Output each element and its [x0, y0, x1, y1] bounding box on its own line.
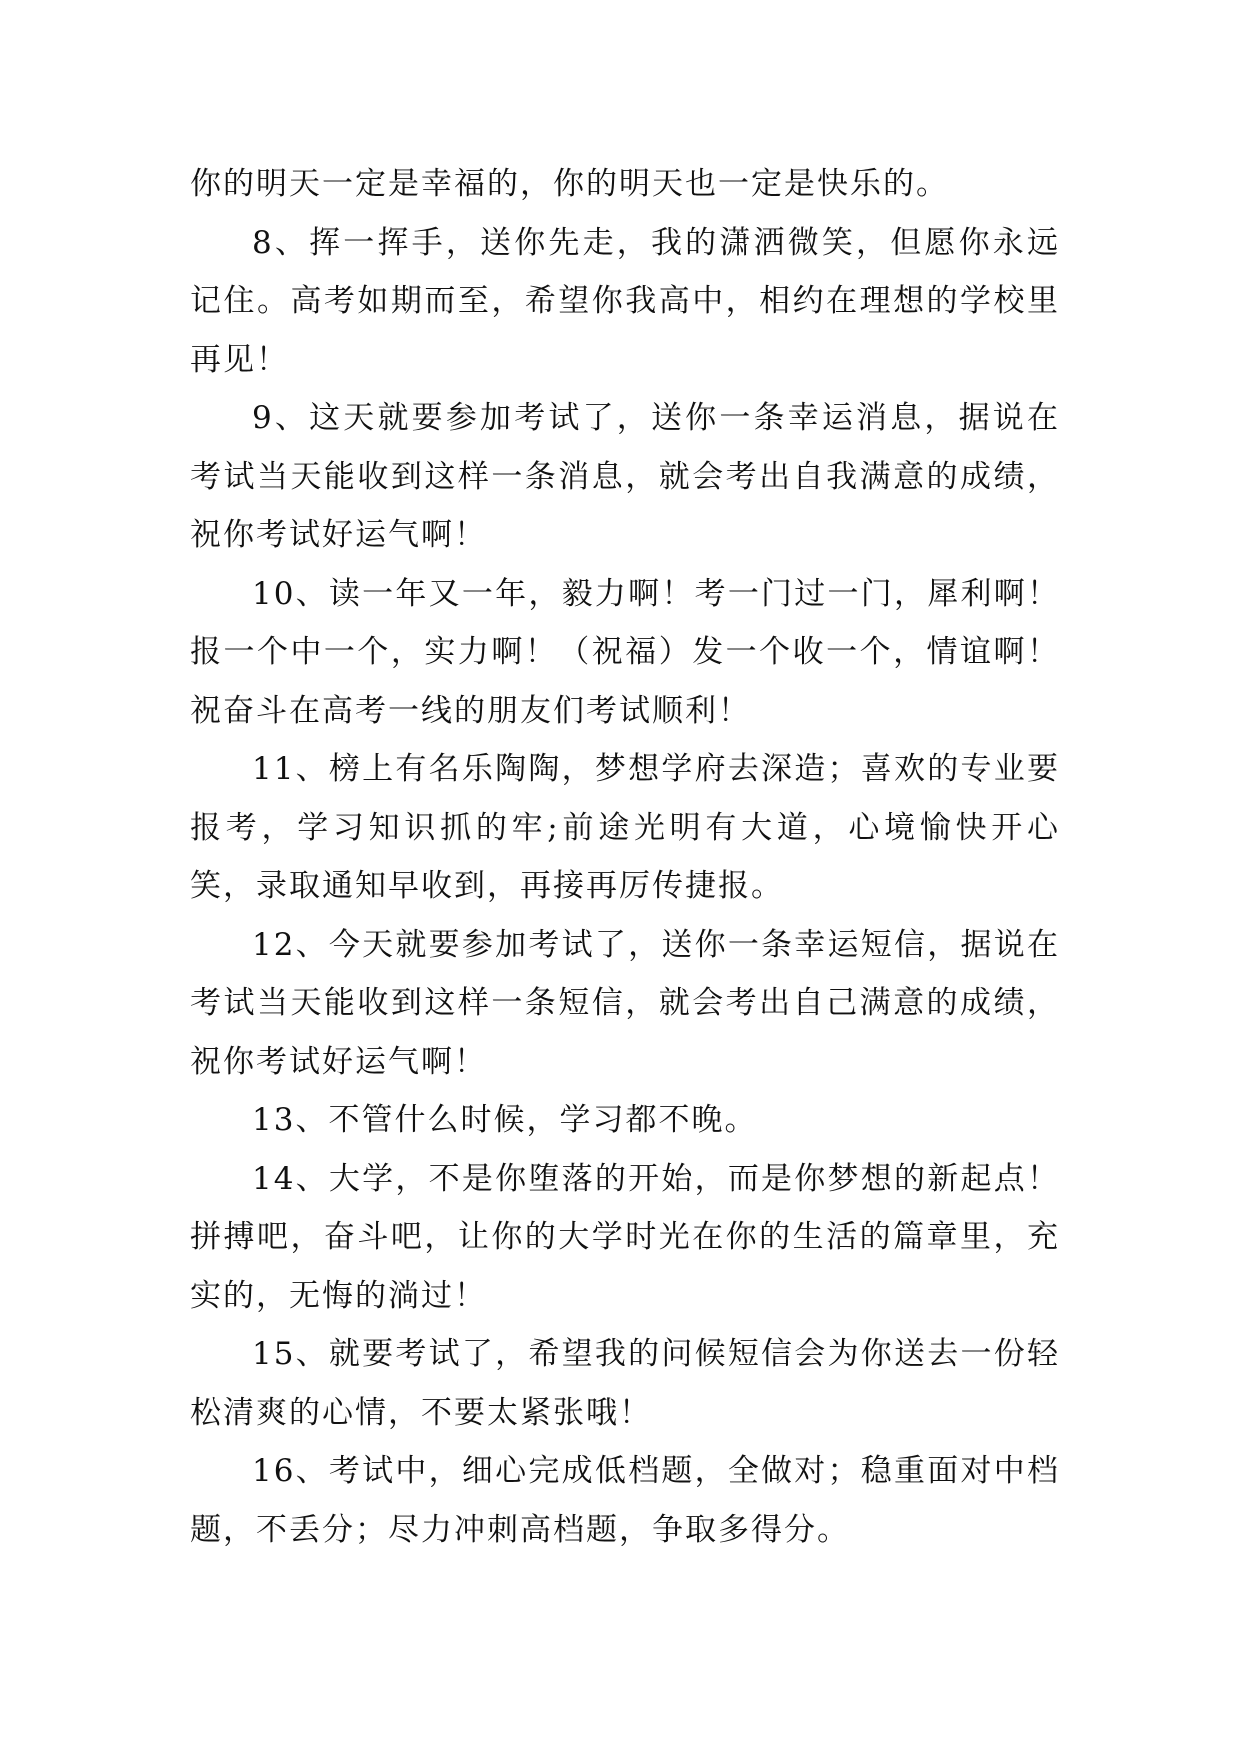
paragraph-item-12: 12、今天就要参加考试了，送你一条幸运短信，据说在考试当天能收到这样一条短信，就会考出自己满意的成绩，祝你考试好运气啊！: [190, 926, 1060, 1080]
paragraph-item-16: 16、考试中，细心完成低档题，全做对；稳重面对中档题，不丢分；尽力冲刺高档题，争取多得分。: [190, 1453, 1060, 1548]
paragraph-item-9: 9、这天就要参加考试了，送你一条幸运消息，据说在考试当天能收到这样一条消息，就会考出自我满意的成绩，祝你考试好运气啊！: [190, 400, 1060, 553]
paragraph-item-8: 8、挥一挥手，送你先走，我的潇洒微笑，但愿你永远记住。高考如期而至，希望你我高中，相约在理想的学校里再见！: [190, 224, 1060, 378]
paragraph-item-14: 14、大学，不是你堕落的开始，而是你梦想的新起点！拼搏吧，奋斗吧，让你的大学时光在你的生活的篇章里，充实的，无悔的淌过！: [190, 1160, 1060, 1314]
paragraph-item-15: 15、就要考试了，希望我的问候短信会为你送去一份轻松清爽的心情，不要太紧张哦！: [190, 1336, 1060, 1431]
document-page: [190, 155, 1060, 1559]
paragraph-item-11: 11、榜上有名乐陶陶，梦想学府去深造；喜欢的专业要报考，学习知识抓的牢;前途光明有大道，心境愉快开心笑，录取通知早收到，再接再厉传捷报。: [190, 751, 1060, 904]
paragraph-item-13: 13、不管什么时候，学习都不晚。: [252, 1102, 758, 1138]
paragraph-item-10: 10、读一年又一年，毅力啊！考一门过一门，犀利啊！报一个中一个，实力啊！（祝福）发一个收一个，情谊啊！祝奋斗在高考一线的朋友们考试顺利！: [190, 575, 1060, 729]
paragraph-continuation: 你的明天一定是幸福的，你的明天也一定是快乐的。: [190, 166, 949, 202]
